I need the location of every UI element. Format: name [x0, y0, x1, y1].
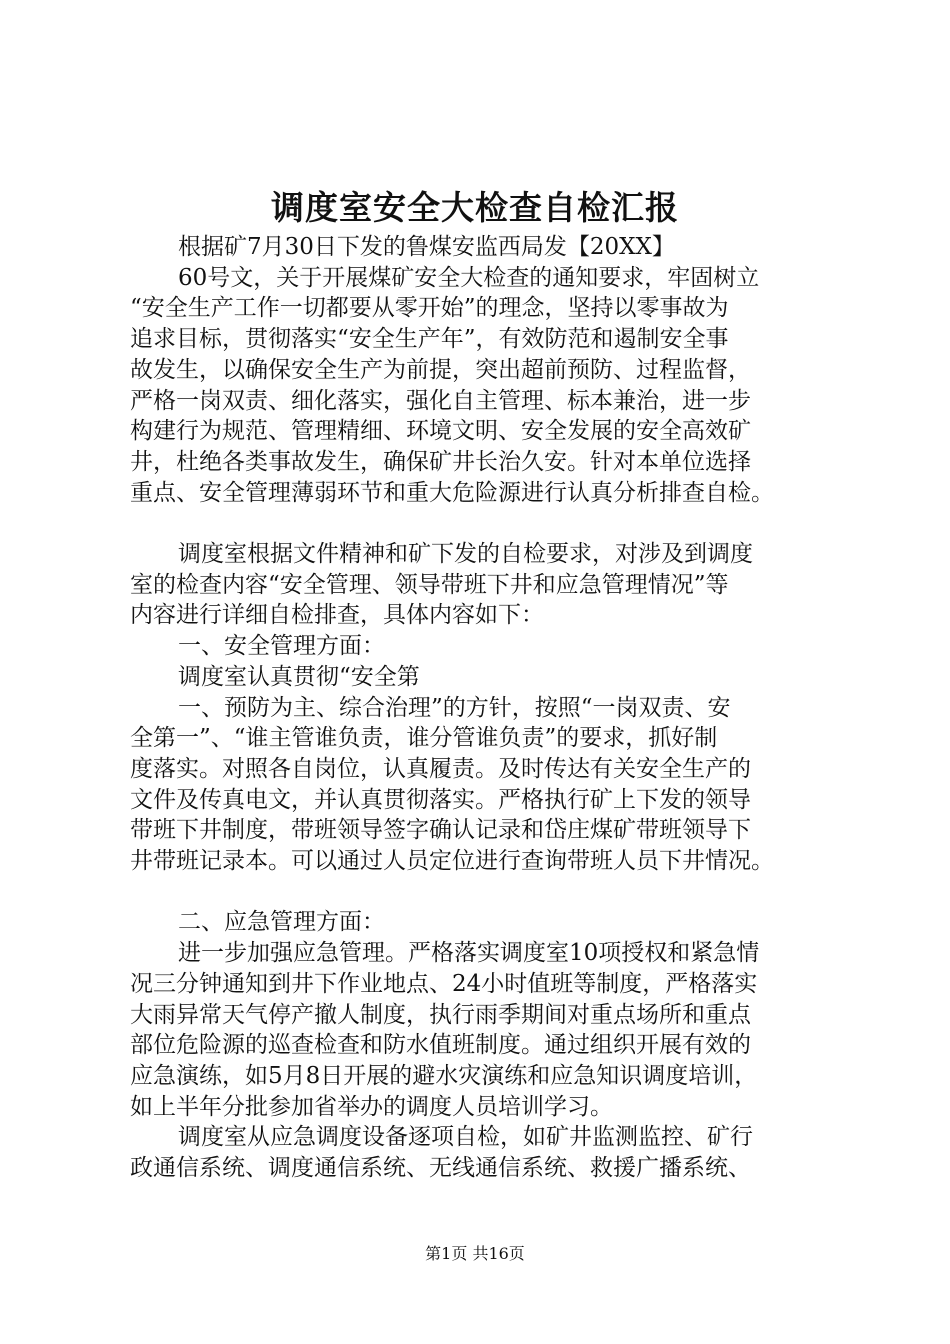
paragraph-line: “安全生产工作一切都要从零开始”的理念，坚持以零事故为 — [130, 295, 729, 322]
section-heading: 一、安全管理方面： — [178, 633, 385, 660]
paragraph-line: 构建行为规范、管理精细、环境文明、安全发展的安全高效矿 — [130, 418, 751, 445]
paragraph-line: 内容进行详细自检排查，具体内容如下： — [130, 602, 544, 629]
section-heading: 二、应急管理方面： — [178, 909, 385, 936]
paragraph-line: 应急演练，如5月8日开展的避水灾演练和应急知识调度培训， — [130, 1062, 758, 1089]
paragraph-line: 度落实。对照各自岗位，认真履责。及时传达有关安全生产的 — [130, 755, 751, 782]
paragraph-line: 室的检查内容“安全管理、领导带班下井和应急管理情况”等 — [130, 571, 729, 598]
paragraph-line: 带班下井制度，带班领导签字确认记录和岱庄煤矿带班领导下 — [130, 817, 751, 844]
paragraph-line: 调度室认真贯彻“安全第 — [178, 663, 420, 690]
page-number: 第1页 共16页 — [425, 1244, 525, 1263]
paragraph-line: 进一步加强应急管理。严格落实调度室10项授权和紧急情 — [178, 940, 760, 967]
document-title: 调度室安全大检查自检汇报 — [271, 188, 679, 227]
paragraph-line: 大雨异常天气停产撤人制度，执行雨季期间对重点场所和重点 — [130, 1001, 751, 1028]
paragraph-line: 全第一”、“谁主管谁负责，谁分管谁负责”的要求，抓好制 — [130, 725, 718, 752]
paragraph-line: 调度室从应急调度设备逐项自检，如矿井监测监控、矿行 — [178, 1124, 753, 1151]
paragraph-line: 故发生，以确保安全生产为前提，突出超前预防、过程监督， — [130, 356, 751, 383]
paragraph-line: 部位危险源的巡查检查和防水值班制度。通过组织开展有效的 — [130, 1032, 751, 1059]
document-body — [130, 232, 850, 1184]
paragraph-line: 如上半年分批参加省举办的调度人员培训学习。 — [130, 1093, 613, 1120]
paragraph-line: 追求目标，贯彻落实“安全生产年”，有效防范和遏制安全事 — [130, 326, 729, 353]
paragraph-line: 井，杜绝各类事故发生，确保矿井长治久安。针对本单位选择 — [130, 448, 751, 475]
paragraph-line: 井带班记录本。可以通过人员定位进行查询带班人员下井情况。 — [130, 848, 774, 875]
paragraph-gap — [130, 877, 850, 908]
paragraph-line: 严格一岗双责、细化落实，强化自主管理、标本兼治，进一步 — [130, 387, 751, 414]
paragraph-line: 况三分钟通知到井下作业地点、24小时值班等制度，严格落实 — [130, 970, 758, 997]
paragraph-line: 一、预防为主、综合治理”的方针，按照“一岗双责、安 — [178, 694, 731, 721]
paragraph-line: 文件及传真电文，并认真贯彻落实。严格执行矿上下发的领导 — [130, 786, 751, 813]
paragraph-line: 政通信系统、调度通信系统、无线通信系统、救援广播系统、 — [130, 1155, 751, 1182]
paragraph-gap — [130, 508, 850, 539]
paragraph-line: 根据矿7月30日下发的鲁煤安监西局发【20XX】 — [178, 234, 675, 260]
paragraph-line: 60号文，关于开展煤矿安全大检查的通知要求，牢固树立 — [178, 264, 760, 291]
paragraph-line: 重点、安全管理薄弱环节和重大危险源进行认真分析排查自检。 — [130, 479, 774, 506]
paragraph-line: 调度室根据文件精神和矿下发的自检要求，对涉及到调度 — [178, 541, 753, 568]
